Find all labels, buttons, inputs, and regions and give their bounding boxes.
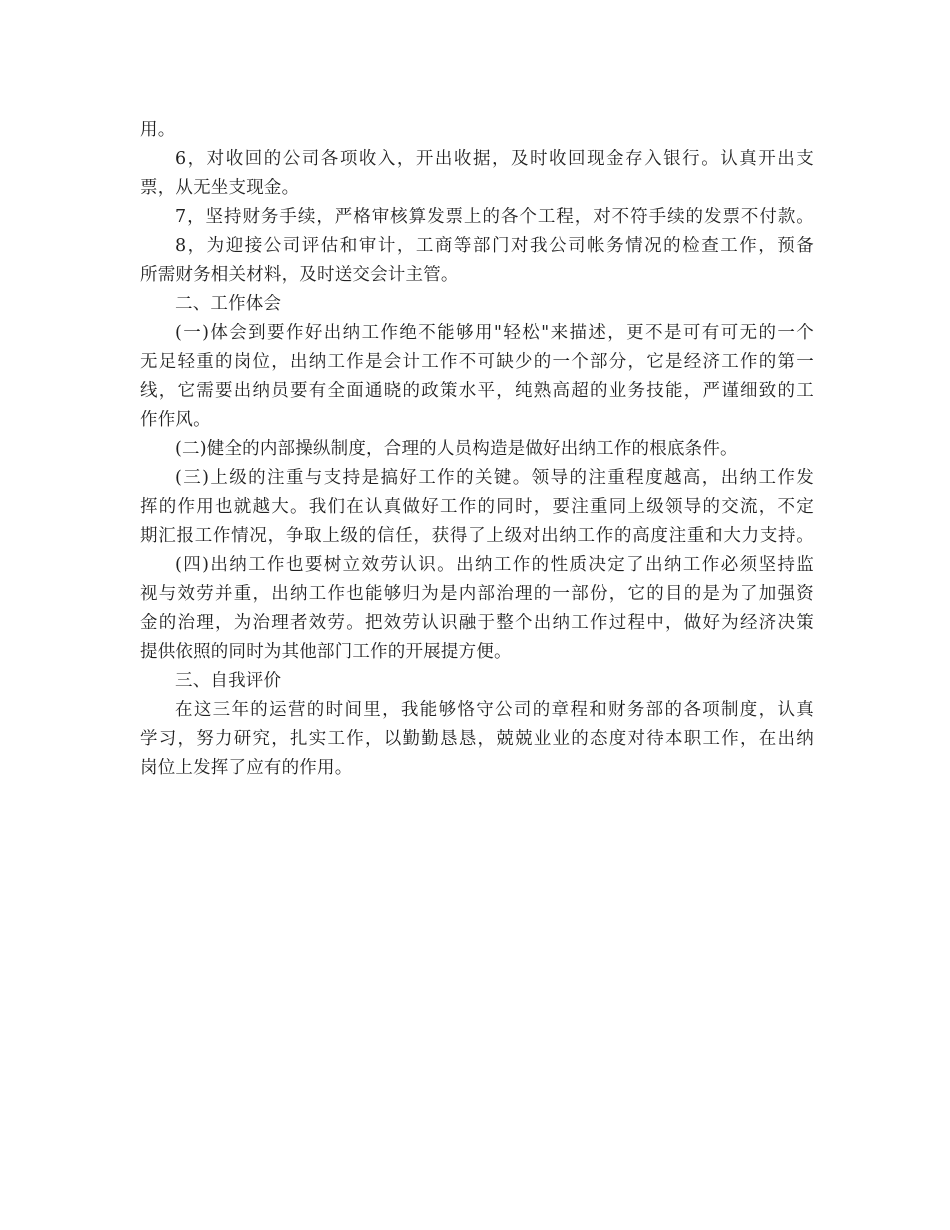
text-line: 7，坚持财务手续，严格审核算发票上的各个工程，对不符手续的发票不付款。: [175, 207, 814, 227]
text-line: 所需财务相关材料，及时送交会计主管。: [140, 265, 459, 285]
text-line: (二)健全的内部操纵制度，合理的人员构造是做好出纳工作的根底条件。: [175, 439, 738, 459]
text-line: (四)出纳工作也要树立效劳认识。出纳工作的性质决定了出纳工作必须坚持监: [175, 555, 814, 575]
text-line: 提供依照的同时为其他部门工作的开展提方便。: [140, 642, 512, 662]
text-line: (三)上级的注重与支持是搞好工作的关键。领导的注重程度越高，出纳工作发: [175, 468, 814, 488]
section-heading: 二、工作体会: [175, 294, 282, 314]
text-line: 线，它需要出纳员要有全面通晓的政策水平，纯熟高超的业务技能，严谨细致的工: [140, 381, 814, 401]
text-line: 视与效劳并重，出纳工作也能够归为是内部治理的一部份，它的目的是为了加强资: [140, 584, 814, 604]
text-line: 作作风。: [140, 410, 211, 430]
text-line: 用。: [140, 120, 176, 140]
document-body: [140, 116, 814, 783]
text-line: 金的治理，为治理者效劳。把效劳认识融于整个出纳工作过程中，做好为经济决策: [140, 613, 814, 633]
text-line: 无足轻重的岗位，出纳工作是会计工作不可缺少的一个部分，它是经济工作的第一: [140, 352, 814, 372]
text-line: 8，为迎接公司评估和审计，工商等部门对我公司帐务情况的检查工作，预备: [175, 236, 814, 256]
text-line: 在这三年的运营的时间里，我能够恪守公司的章程和财务部的各项制度，认真: [175, 700, 814, 720]
text-line: 学习，努力研究，扎实工作，以勤勤恳恳，兢兢业业的态度对待本职工作，在出纳: [140, 729, 814, 749]
text-line: 挥的作用也就越大。我们在认真做好工作的同时，要注重同上级领导的交流，不定: [140, 497, 814, 517]
text-line: 票，从无坐支现金。: [140, 178, 300, 198]
text-line: 期汇报工作情况，争取上级的信任，获得了上级对出纳工作的高度注重和大力支持。: [140, 526, 814, 546]
text-line: 6，对收回的公司各项收入，开出收据，及时收回现金存入银行。认真开出支: [175, 149, 814, 169]
text-line: 岗位上发挥了应有的作用。: [140, 758, 353, 778]
section-heading: 三、自我评价: [175, 671, 282, 691]
text-line: (一)体会到要作好出纳工作绝不能够用"轻松"来描述，更不是可有可无的一个: [175, 323, 814, 343]
